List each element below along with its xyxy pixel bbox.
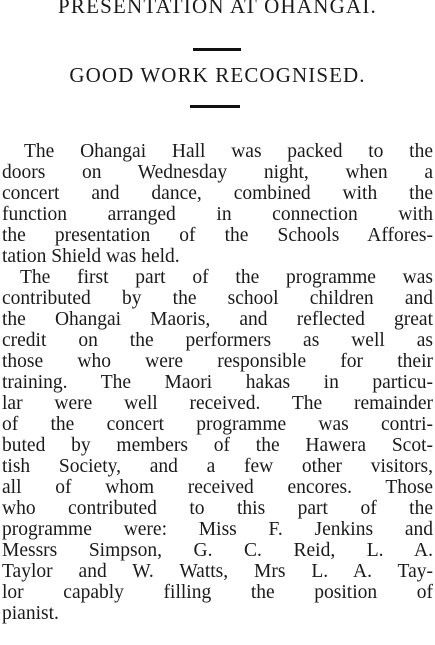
subheadline: GOOD WORK RECOGNISED. [69,63,366,87]
article-line: function arranged in connection with [2,204,433,225]
headline-divider [193,48,241,51]
article-line: those who were responsible for their [2,351,433,372]
article-line: concert and dance, combined with the [2,183,433,204]
article-line: all of whom received encores. Those [2,477,433,498]
article-line: doors on Wednesday night, when a [2,162,433,183]
article-line: the Ohangai Maoris, and reflected great [2,309,433,330]
article-line: contributed by the school children and [2,288,433,309]
article-line: pianist. [2,603,59,624]
article-line: credit on the performers as well as [2,330,433,351]
article-line: The first part of the programme was [20,267,433,288]
article-line: who contributed to this part of the [2,498,433,519]
article-line: buted by members of the Hawera Scot- [2,435,433,456]
article-line: Messrs Simpson, G. C. Reid, L. A. [2,540,433,561]
article-line: of the concert programme was contri- [2,414,433,435]
article-line: programme were: Miss F. Jenkins and [2,519,433,540]
article-line: tation Shield was held. [2,246,180,267]
article-line: tish Society, and a few other visitors, [2,456,433,477]
article-line: the presentation of the Schools Affores- [2,225,433,246]
article-line: Taylor and W. Watts, Mrs L. A. Tay- [2,561,433,582]
headline: PRESENTATION AT OHANGAI. [58,0,377,18]
article-line: lar were well received. The remainder [2,393,433,414]
article-line: The Ohangai Hall was packed to the [24,141,433,162]
article-line: training. The Maori hakas in particu- [2,372,433,393]
subheadline-divider [190,105,240,108]
article-line: lor capably filling the position of [2,582,433,603]
